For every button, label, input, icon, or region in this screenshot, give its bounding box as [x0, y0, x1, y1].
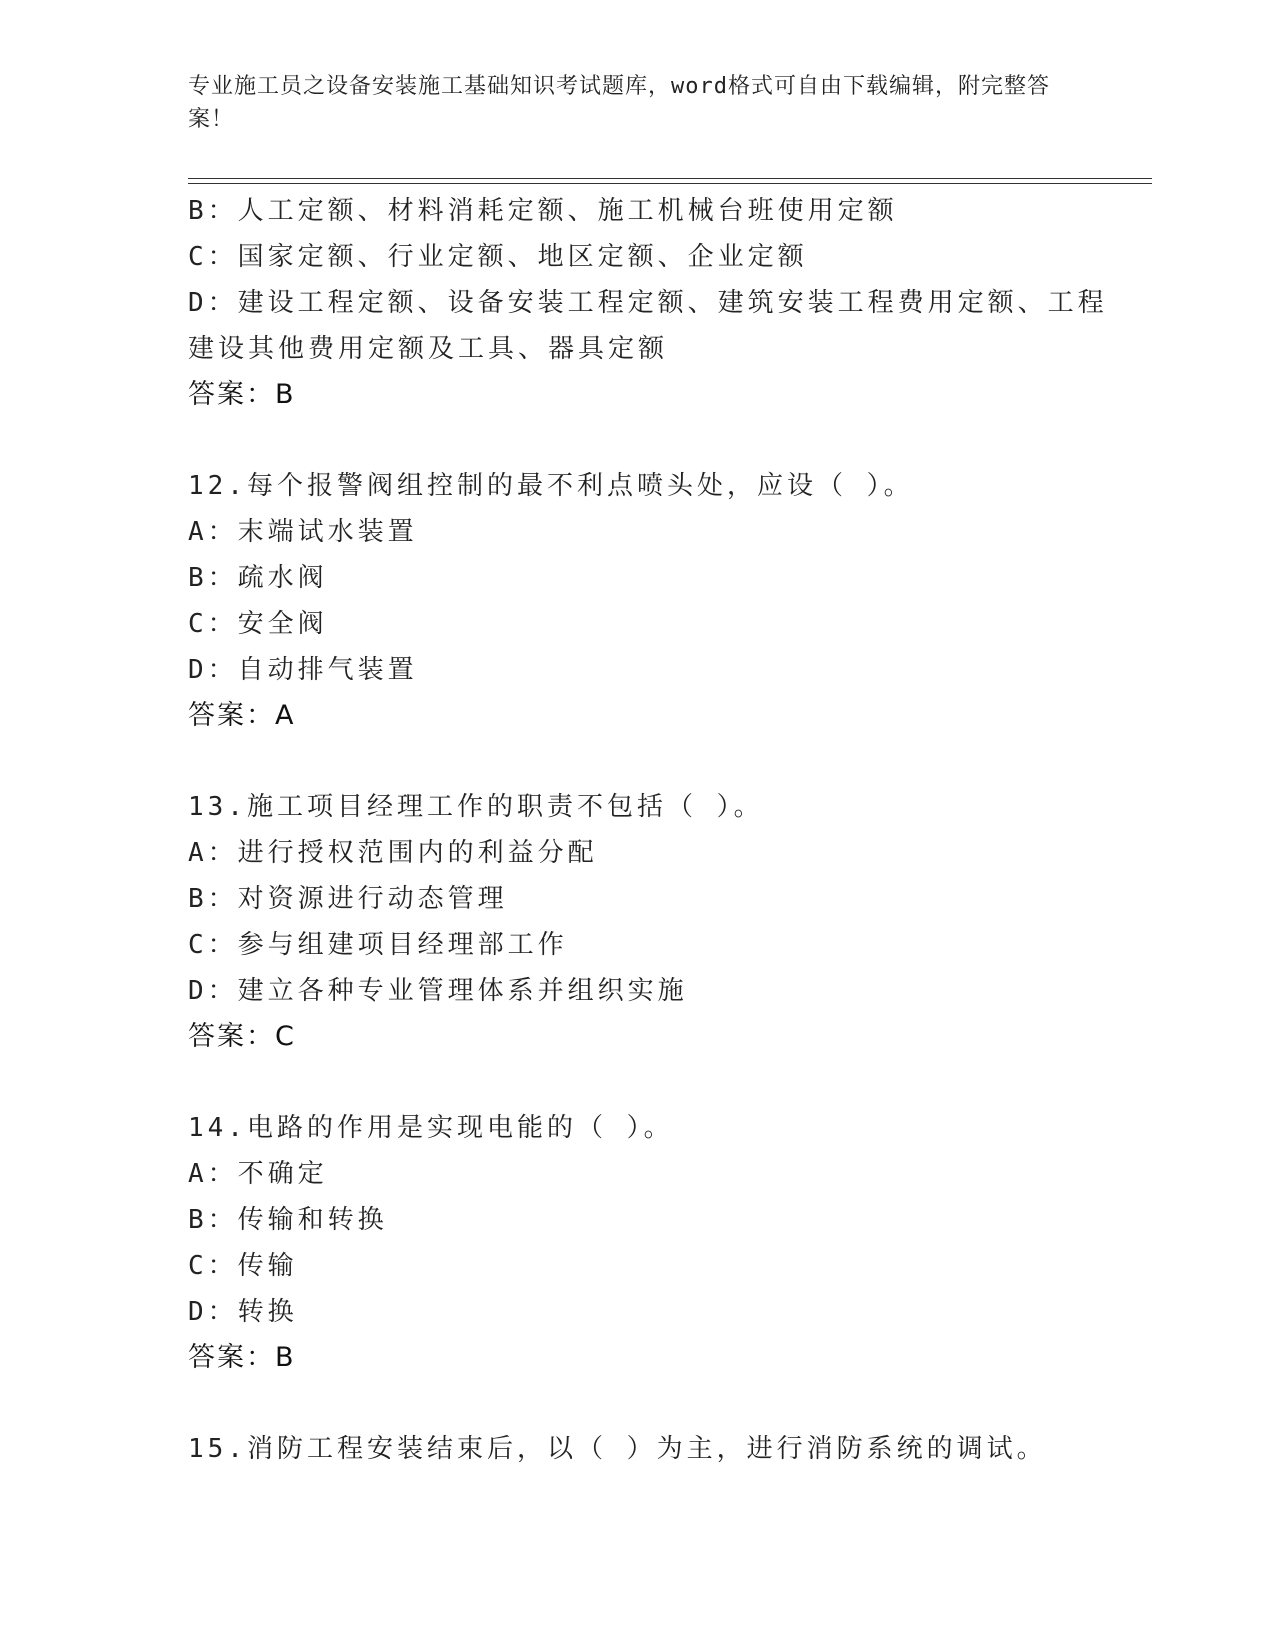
option-c: C：安全阀 [188, 609, 328, 639]
question-text: 13.施工项目经理工作的职责不包括（ ）。 [188, 792, 764, 822]
answer: 答案：C [188, 1021, 296, 1052]
question-text: 14.电路的作用是实现电能的（ ）。 [188, 1113, 674, 1143]
question-11-tail [188, 188, 1128, 418]
option-c: C：传输 [188, 1251, 298, 1281]
document-header: 专业施工员之设备安装施工基础知识考试题库，word格式可自由下载编辑，附完整答案！ [188, 74, 1050, 132]
spacer [188, 1381, 1128, 1426]
option-a: A：进行授权范围内的利益分配 [188, 838, 598, 868]
question-13 [188, 784, 1128, 1060]
question-12 [188, 463, 1128, 739]
option-d: D：自动排气装置 [188, 655, 418, 685]
question-15 [188, 1426, 1128, 1472]
answer: 答案：A [188, 700, 296, 731]
option-b: B：疏水阀 [188, 563, 328, 593]
answer: 答案：B [188, 1342, 296, 1373]
question-14 [188, 1105, 1128, 1381]
option-d: D：转换 [188, 1297, 298, 1327]
option-d: D：建立各种专业管理体系并组织实施 [188, 976, 688, 1006]
option-c: C：国家定额、行业定额、地区定额、企业定额 [188, 242, 808, 272]
option-b: B：传输和转换 [188, 1205, 388, 1235]
header-rule-top [188, 178, 1152, 179]
spacer [188, 1060, 1128, 1105]
question-text: 12.每个报警阀组控制的最不利点喷头处，应设（ ）。 [188, 471, 914, 501]
option-b: B：人工定额、材料消耗定额、施工机械台班使用定额 [188, 196, 898, 226]
option-a: A：末端试水装置 [188, 517, 418, 547]
option-d: D：建设工程定额、设备安装工程定额、建筑安装工程费用定额、工程建设其他费用定额及工具、器具定额 [188, 288, 1108, 364]
option-c: C：参与组建项目经理部工作 [188, 930, 568, 960]
answer: 答案：B [188, 379, 296, 410]
spacer [188, 418, 1128, 463]
spacer [188, 739, 1128, 784]
option-b: B：对资源进行动态管理 [188, 884, 508, 914]
question-text: 15.消防工程安装结束后，以（ ）为主，进行消防系统的调试。 [188, 1434, 1047, 1464]
option-a: A：不确定 [188, 1159, 328, 1189]
header-rule-bottom [188, 183, 1152, 184]
question-list [188, 188, 1128, 1472]
